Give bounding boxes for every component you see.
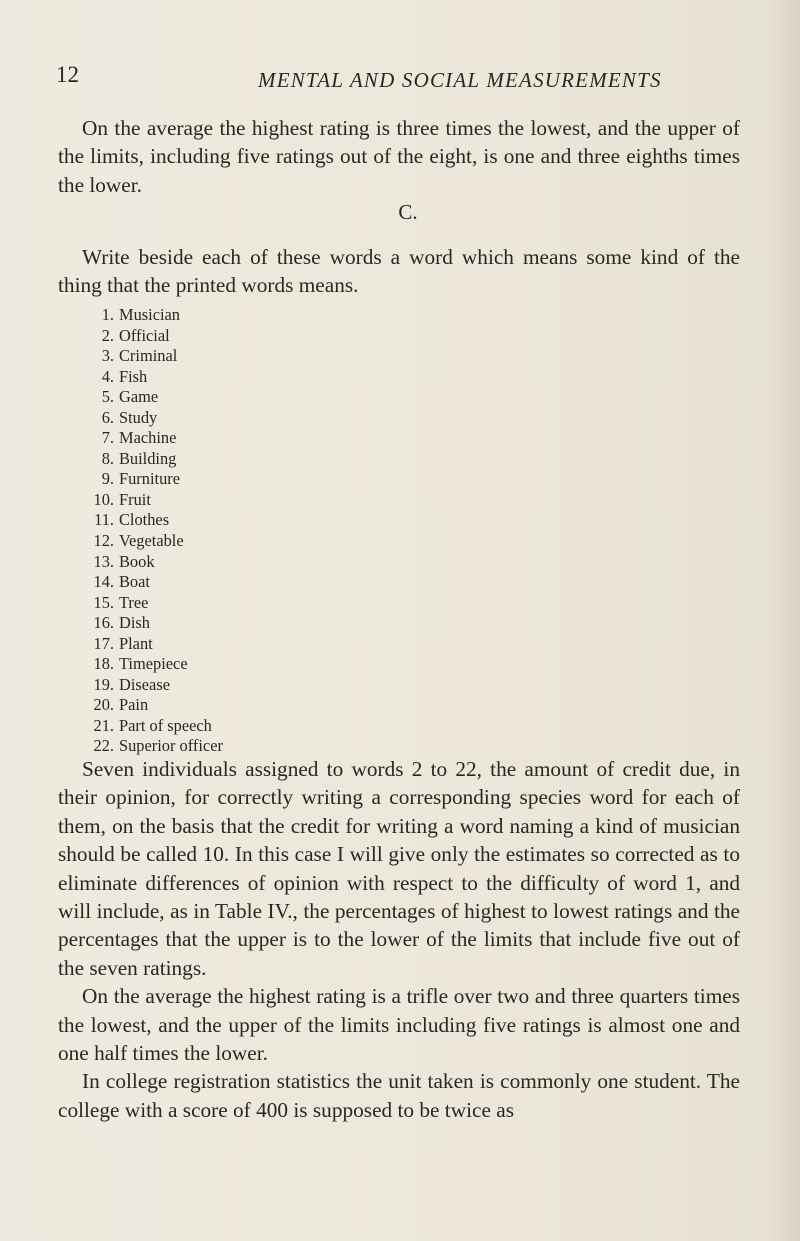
list-item: [88, 593, 223, 614]
item-number: 14.: [93, 572, 114, 592]
item-number: 18.: [93, 654, 114, 674]
item-word: Tree: [119, 592, 149, 612]
list-item: [88, 346, 223, 367]
list-item: [88, 675, 223, 696]
list-item: [88, 736, 223, 757]
list-item: [88, 367, 223, 388]
item-word: Part of speech: [119, 715, 212, 735]
item-word: Plant: [119, 633, 153, 653]
list-item: [88, 428, 223, 449]
list-item: [88, 305, 223, 326]
item-word: Building: [119, 448, 177, 468]
instruction-block: [58, 243, 740, 300]
list-item: [88, 490, 223, 511]
list-item: [88, 387, 223, 408]
list-item: [88, 716, 223, 737]
item-word: Criminal: [119, 346, 178, 366]
list-item: [88, 469, 223, 490]
item-number: 19.: [93, 674, 114, 694]
item-word: Musician: [119, 305, 181, 324]
item-word: Book: [119, 551, 155, 571]
item-word: Official: [119, 325, 170, 345]
paragraph-block-bottom: [58, 755, 740, 1124]
list-item: [88, 552, 223, 573]
item-number: 1.: [101, 305, 114, 324]
item-number: 4.: [101, 366, 114, 386]
word-list: [88, 305, 223, 757]
item-number: 9.: [101, 469, 114, 489]
item-word: Vegetable: [119, 531, 184, 551]
item-word: Superior officer: [119, 736, 223, 756]
item-number: 13.: [93, 551, 114, 571]
instruction-paragraph: Write beside each of these words a word which means some kind of the thing that the printed words means.: [58, 245, 740, 298]
item-word: Boat: [119, 572, 150, 592]
item-word: Game: [119, 387, 159, 407]
item-word: Pain: [119, 695, 149, 715]
item-number: 12.: [93, 531, 114, 551]
item-number: 22.: [93, 736, 114, 756]
item-word: Clothes: [119, 510, 170, 530]
list-item: [88, 613, 223, 634]
item-number: 21.: [93, 715, 114, 735]
page-header: [0, 62, 800, 96]
item-number: 2.: [101, 325, 114, 345]
item-number: 10.: [93, 489, 114, 509]
item-number: 15.: [93, 592, 114, 612]
item-number: 8.: [101, 448, 114, 468]
paragraph-block-top: [58, 114, 740, 199]
item-number: 6.: [101, 407, 114, 427]
list-item: [88, 449, 223, 470]
running-head: MENTAL AND SOCIAL MEASUREMENTS: [258, 68, 662, 92]
item-number: 16.: [93, 613, 114, 633]
item-number: 11.: [94, 510, 114, 530]
list-item: [88, 531, 223, 552]
item-word: Machine: [119, 428, 177, 448]
list-item: [88, 510, 223, 531]
paragraph: On the average the highest rating is three times the lowest, and the upper of the limits, including five ratings out of the eight, is one and three eighths times the lower.: [58, 116, 740, 197]
list-item: [88, 572, 223, 593]
paragraph: In college registration statistics the unit taken is commonly one student. The college with a score of 400 is supposed to be twice as: [58, 1069, 740, 1122]
item-number: 7.: [101, 428, 114, 448]
item-number: 3.: [101, 346, 114, 366]
item-number: 20.: [93, 695, 114, 715]
item-word: Study: [119, 407, 158, 427]
paragraph: On the average the highest rating is a trifle over two and three quarters times the lowest, and the upper of the limits including five ratings is almost one and one half times the lower.: [58, 984, 740, 1066]
section-label: C.: [398, 200, 418, 224]
paragraph: Seven individuals assigned to words 2 to 22, the amount of credit due, in their opinion, for correctly writing a corresponding species word for each of them, on the basis that the credit for writing a word naming a kind of musician should be called 10. In this case I will give only the estimates so corrected as to eliminate differences of opinion with respect to the difficulty of word 1, and will include, as in Table IV., the percentages of highest to lowest ratings and the percentages that the upper is to the lower of the limits that include five out of the seven ratings.: [58, 757, 740, 980]
list-item: [88, 408, 223, 429]
item-word: Disease: [119, 674, 170, 694]
item-word: Fruit: [119, 489, 151, 509]
list-item: [88, 654, 223, 675]
item-number: 17.: [93, 633, 114, 653]
item-word: Dish: [119, 613, 150, 633]
item-number: 5.: [101, 387, 114, 407]
item-word: Fish: [119, 366, 148, 386]
list-item: [88, 326, 223, 347]
page-number: 12: [56, 62, 79, 87]
item-word: Timepiece: [119, 654, 188, 674]
item-word: Furniture: [119, 469, 181, 489]
list-item: [88, 634, 223, 655]
list-item: [88, 695, 223, 716]
